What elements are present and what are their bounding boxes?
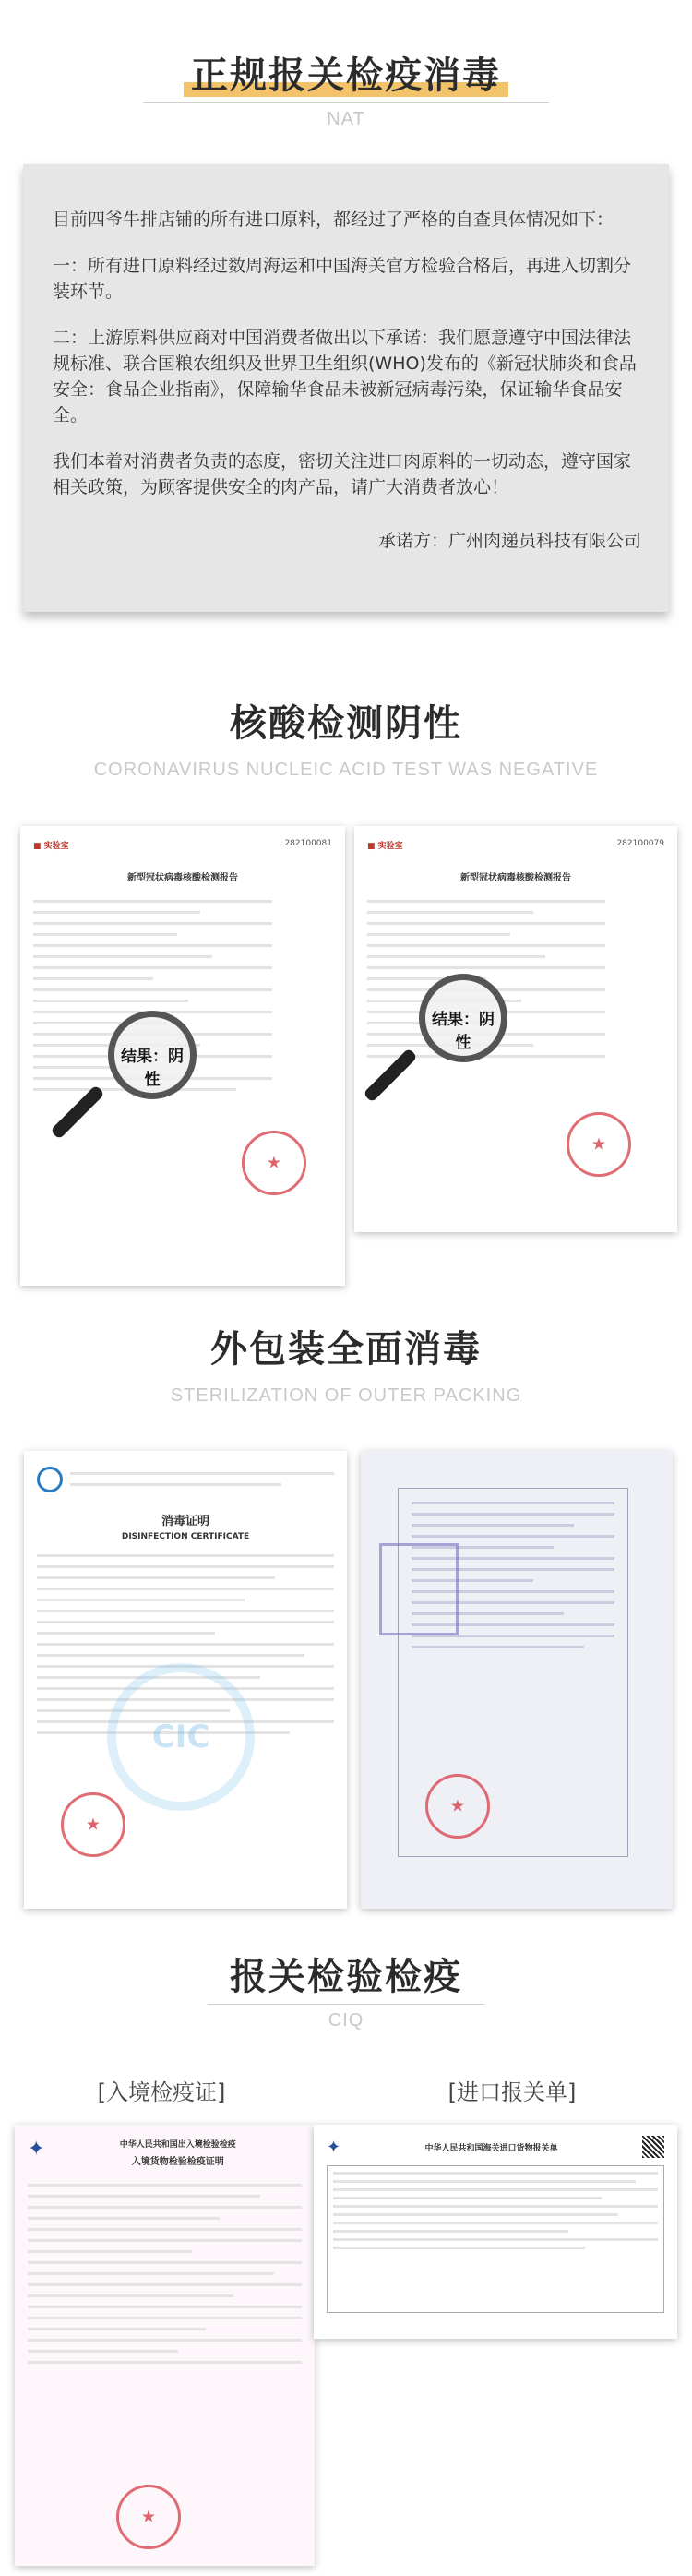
certificate-title: 中华人民共和国出入境检验检疫 <box>119 2140 236 2150</box>
section-subtitle: CIQ <box>328 2010 364 2031</box>
section-title-ciq <box>0 1947 692 2031</box>
divider <box>143 102 549 103</box>
section-heading: 外包装全面消毒 <box>210 1328 482 1371</box>
notice-paragraph: 一：所有进口原料经过数周海运和中国海关官方检验合格后，再进入切割分装环节。 <box>53 256 632 302</box>
blue-stamp <box>379 1543 459 1635</box>
notice-paragraph: 目前四爷牛排店铺的所有进口原料，都经过了严格的自查具体情况如下： <box>53 210 614 230</box>
cic-logo-icon <box>37 1467 63 1492</box>
certificate-subtitle: 入境货物检验检疫证明 <box>131 2157 224 2167</box>
section-heading: 正规报关检疫消毒 <box>191 54 501 97</box>
notice-paragraph: 二：上游原料供应商对中国消费者做出以下承诺：我们愿意遵守中国法律法规标准、联合国粮农组织及世界卫生组织(WHO)发布的《新冠状肺炎和食品安全：食品企业指南》，保障输华食品未被新冠病毒污染，保证输华食品安全。 <box>53 328 637 425</box>
certificate-title: 消毒证明 <box>161 1515 209 1528</box>
section-heading: 报关检验检疫 <box>230 1956 462 1998</box>
disinfection-certificate <box>24 1451 347 1909</box>
declaration-title: 中华人民共和国海关进口货物报关单 <box>424 2143 558 2153</box>
customs-disinfection-doc <box>361 1451 673 1909</box>
report-number: 282100081 <box>284 839 332 848</box>
test-result: 结果：阴性 <box>432 1011 495 1052</box>
section-subtitle: CORONAVIRUS NUCLEIC ACID TEST WAS NEGATIVE <box>93 760 599 780</box>
section-heading: 核酸检测阴性 <box>230 702 462 745</box>
red-stamp <box>242 1131 306 1195</box>
qr-code-icon <box>642 2136 664 2158</box>
emblem-icon: ✦ <box>28 2138 45 2161</box>
report-title: 新型冠状病毒核酸检测报告 <box>127 873 238 883</box>
import-customs-declaration <box>314 2125 677 2339</box>
lab-logo: ■ 实验室 <box>33 842 69 851</box>
notice-box <box>23 164 669 612</box>
certificate-body <box>28 2184 302 2364</box>
nat-report-1 <box>20 826 345 1286</box>
label-entry-certificate: [入境检疫证] <box>97 2079 226 2105</box>
section-subtitle: STERILIZATION OF OUTER PACKING <box>170 1385 522 1406</box>
nat-report-2 <box>354 826 677 1232</box>
red-stamp <box>116 2485 181 2549</box>
section-title-nat <box>0 694 692 781</box>
entry-quarantine-certificate <box>15 2125 315 2566</box>
declaration-table <box>327 2165 664 2313</box>
divider <box>208 2004 484 2005</box>
emblem-icon: ✦ <box>327 2137 341 2157</box>
test-result: 结果：阴性 <box>121 1048 184 1089</box>
section-subtitle: NAT <box>327 109 365 129</box>
cic-watermark: CIC <box>107 1663 255 1811</box>
magnifier-icon <box>419 974 507 1062</box>
red-stamp <box>425 1774 490 1839</box>
report-number: 282100079 <box>616 839 664 848</box>
magnifier-icon <box>108 1011 197 1099</box>
red-stamp <box>61 1792 125 1857</box>
label-customs-declaration: [进口报关单] <box>447 2079 577 2105</box>
section-title-sterilization <box>0 1320 692 1407</box>
report-title: 新型冠状病毒核酸检测报告 <box>460 873 571 883</box>
section-title-quarantine <box>0 46 692 130</box>
notice-signature: 承诺方：广州肉递员科技有限公司 <box>377 531 641 551</box>
red-stamp <box>567 1112 631 1177</box>
lab-logo: ■ 实验室 <box>367 842 403 851</box>
notice-paragraph: 我们本着对消费者负责的态度，密切关注进口肉原料的一切动态，遵守国家相关政策，为顾客提供安全的肉产品，请广大消费者放心！ <box>53 451 632 497</box>
certificate-title-en: DISINFECTION CERTIFICATE <box>121 1532 250 1541</box>
